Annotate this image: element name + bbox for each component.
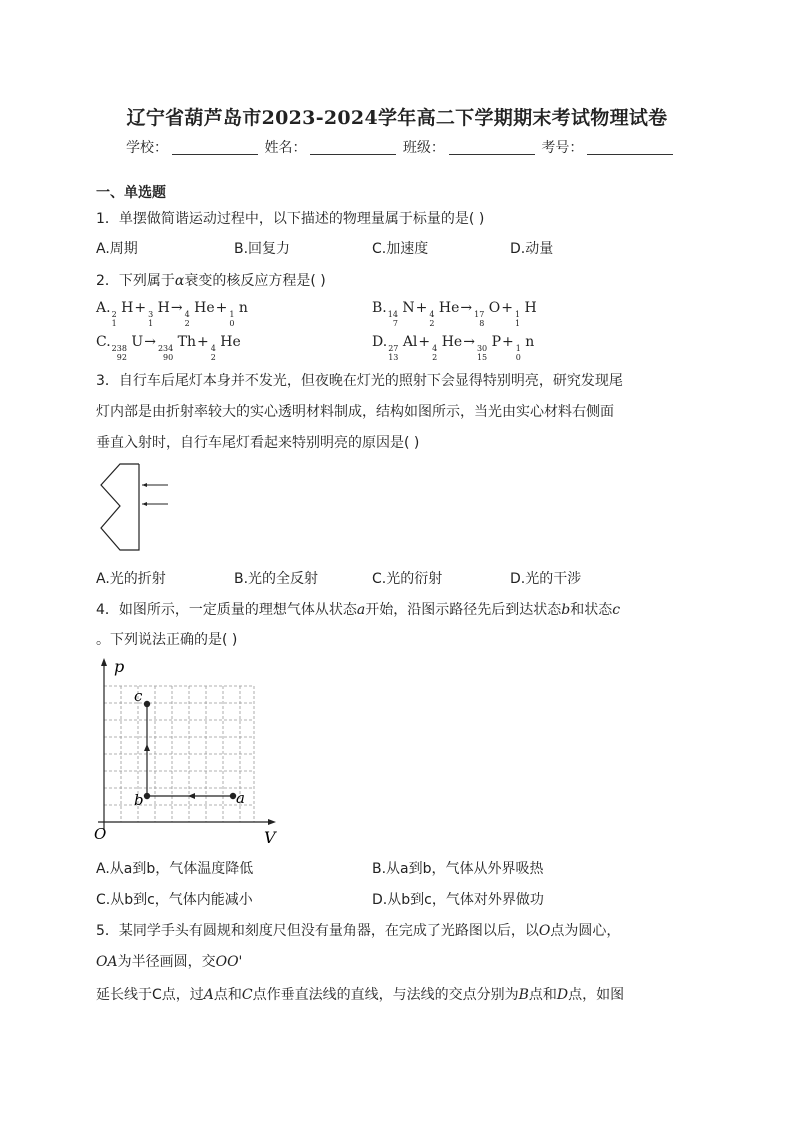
nuclide <box>388 334 417 362</box>
element-symbol: P <box>487 334 501 350</box>
mass-number: 238 <box>111 344 127 353</box>
element-symbol: H <box>520 300 537 316</box>
q5-var: C <box>241 987 253 1003</box>
student-info-row <box>126 137 675 157</box>
q1-option-c[interactable]: C.加速度 <box>372 241 429 257</box>
q5-text: 点和 <box>213 987 242 1003</box>
q4-text: 4．如图所示，一定质量的理想气体从状态 <box>96 602 357 618</box>
element-symbol: H <box>116 300 134 316</box>
nuclide <box>515 300 537 328</box>
atomic-number: 8 <box>479 319 485 328</box>
nuclide <box>158 334 196 362</box>
tail-light-outline <box>101 464 139 550</box>
atomic-number: 1 <box>148 319 154 328</box>
nuclide-numbers <box>112 344 127 362</box>
mass-number: 4 <box>210 344 216 353</box>
q5-text: 点为圆心， <box>550 923 621 939</box>
q4-option-d[interactable]: D.从b到c，气体对外界做功 <box>372 892 544 908</box>
state-c-point <box>144 701 150 707</box>
p-axis-label: p <box>114 657 125 676</box>
q3-line-1: 3．自行车后尾灯本身并不发光，但夜晚在灯光的照射下会显得特别明亮，研究发现尾 <box>96 373 623 389</box>
q4-text: 开始，沿图示路径先后到达状态 <box>365 602 562 618</box>
q2-equation-b <box>387 300 537 328</box>
class-label: 班级： <box>402 140 445 156</box>
q5-line-2 <box>96 951 242 971</box>
arrow-head-icon <box>142 483 147 487</box>
q3-option-a[interactable]: A.光的折射 <box>96 571 166 587</box>
element-symbol: n <box>520 334 535 350</box>
arrow-head-icon <box>142 502 147 506</box>
q2-alpha: α <box>174 273 185 289</box>
state-b-point <box>144 793 150 799</box>
nuclide <box>388 300 415 328</box>
q5-var: D <box>556 987 569 1003</box>
atomic-number: 13 <box>388 353 399 362</box>
section-heading: 一、单选题 <box>96 185 166 201</box>
plus-sign: + <box>501 300 514 316</box>
q5-var: B <box>518 987 529 1003</box>
arrow-icon: → <box>170 300 183 316</box>
atomic-number: 0 <box>229 319 235 328</box>
q1-option-a[interactable]: A.周期 <box>96 241 138 257</box>
q4-var-c: c <box>612 602 621 618</box>
mass-number: 4 <box>432 344 438 353</box>
q4-var-b: b <box>561 602 571 618</box>
q5-text: 点，如图 <box>568 987 625 1003</box>
element-symbol: N <box>397 300 415 316</box>
plus-sign: + <box>415 300 428 316</box>
atomic-number: 0 <box>515 353 521 362</box>
grid <box>104 686 254 822</box>
arrow-head-icon <box>101 658 107 666</box>
mass-number: 234 <box>157 344 174 353</box>
q1-option-b[interactable]: B.回复力 <box>234 241 291 257</box>
q1-option-d[interactable]: D.动量 <box>510 241 554 257</box>
element-symbol: He <box>189 300 215 316</box>
arrow-head-icon <box>144 744 150 751</box>
q5-text: 点和 <box>528 987 557 1003</box>
atomic-number: 1 <box>515 319 521 328</box>
q2-option-b[interactable] <box>372 300 537 328</box>
point-a-label: a <box>236 789 245 807</box>
q3-line-3: 垂直入射时，自行车尾灯看起来特别明亮的原因是( ) <box>96 435 420 451</box>
point-b-label: b <box>134 791 144 809</box>
q2-option-c[interactable] <box>96 334 241 362</box>
q5-text: 为半径画圆，交 <box>117 954 216 970</box>
q4-line-2: 。下列说法正确的是( ) <box>96 632 238 648</box>
q5-var: A <box>203 987 214 1003</box>
atomic-number: 2 <box>432 353 438 362</box>
element-symbol: H <box>153 300 170 316</box>
option-label: B. <box>372 300 387 316</box>
nuclide <box>148 300 170 328</box>
nuclide <box>432 334 462 362</box>
nuclide-numbers <box>158 344 173 362</box>
atomic-number: 15 <box>476 353 488 362</box>
nuclide <box>185 300 215 328</box>
nuclide-numbers <box>388 344 398 362</box>
element-symbol: U <box>126 334 144 350</box>
origin-label: O <box>94 825 107 843</box>
nuclide-numbers <box>474 310 484 328</box>
nuclide-numbers <box>388 310 398 328</box>
mass-number: 4 <box>429 310 435 319</box>
q2-stem-text: 2．下列属于 <box>96 273 175 289</box>
mass-number: 1 <box>515 310 521 319</box>
mass-number: 4 <box>184 310 190 319</box>
arrow-head-icon <box>268 819 276 825</box>
v-axis-label: V <box>264 828 276 847</box>
q3-option-d[interactable]: D.光的干涉 <box>510 571 582 587</box>
element-symbol: Al <box>398 334 418 350</box>
q5-var: OO' <box>215 954 243 970</box>
atomic-number: 90 <box>163 353 174 362</box>
q5-line-3 <box>96 984 624 1004</box>
id-blank[interactable] <box>587 140 673 155</box>
q4-var-a: a <box>356 602 366 618</box>
q2-option-d[interactable] <box>372 334 534 362</box>
nuclide <box>211 334 241 362</box>
q4-option-a[interactable]: A.从a到b，气体温度降低 <box>96 861 254 877</box>
mass-number: 17 <box>474 310 485 319</box>
q3-option-b[interactable]: B.光的全反射 <box>234 571 319 587</box>
atomic-number: 2 <box>429 319 435 328</box>
plus-sign: + <box>502 334 514 350</box>
q4-option-b[interactable]: B.从a到b，气体从外界吸热 <box>372 861 544 877</box>
q4-line-1 <box>96 599 620 619</box>
atomic-number: 2 <box>210 353 216 362</box>
page-title: 辽宁省葫芦岛市2023-2024学年高二下学期期末考试物理试卷 <box>126 107 668 129</box>
plus-sign: + <box>418 334 431 350</box>
q1-stem: 1．单摆做简谐运动过程中，以下描述的物理量属于标量的是( ) <box>96 211 485 227</box>
q3-option-c[interactable]: C.光的衍射 <box>372 571 443 587</box>
nuclide <box>229 300 248 328</box>
mass-number: 3 <box>148 310 154 319</box>
id-label: 考号： <box>541 140 584 156</box>
element-symbol: He <box>215 334 241 350</box>
name-label: 姓名： <box>264 140 307 156</box>
q5-line-1 <box>96 920 620 940</box>
nuclide <box>474 300 500 328</box>
element-symbol: O <box>484 300 501 316</box>
atomic-number: 92 <box>116 353 127 362</box>
atomic-number: 1 <box>111 319 117 328</box>
atomic-number: 7 <box>392 319 398 328</box>
class-blank[interactable] <box>449 140 535 155</box>
q2-equation-c <box>111 334 241 362</box>
nuclide <box>112 300 134 328</box>
plus-sign: + <box>197 334 209 350</box>
pv-graph <box>92 652 292 848</box>
name-blank[interactable] <box>310 140 396 155</box>
option-label: C. <box>96 334 111 350</box>
nuclide-numbers <box>477 344 487 362</box>
arrow-icon: → <box>144 334 156 350</box>
plus-sign: + <box>215 300 228 316</box>
school-label: 学校： <box>126 140 168 156</box>
q5-text: 点作垂直法线的直线，与法线的交点分别为 <box>252 987 519 1003</box>
q2-stem-text-2: 衰变的核反应方程是( ) <box>184 273 326 289</box>
option-label: A. <box>96 300 111 316</box>
mass-number: 30 <box>476 344 488 353</box>
q2-option-a[interactable] <box>96 300 248 328</box>
option-label: D. <box>372 334 388 350</box>
tail-light-figure <box>96 458 176 558</box>
mass-number: 27 <box>388 344 399 353</box>
mass-number: 14 <box>387 310 398 319</box>
q2-equation-a <box>111 300 248 328</box>
atomic-number: 2 <box>184 319 190 328</box>
school-blank[interactable] <box>172 140 258 155</box>
q2-equation-d <box>387 334 535 362</box>
q5-text: 延长线于C点，过 <box>96 987 204 1003</box>
element-symbol: Th <box>173 334 197 350</box>
q3-line-2: 灯内部是由折射率较大的实心透明材料制成，结构如图所示，当光由实心材料右侧面 <box>96 404 614 420</box>
element-symbol: n <box>234 300 248 316</box>
arrow-icon: → <box>460 300 473 316</box>
q4-text: 和状态 <box>570 602 613 618</box>
mass-number: 1 <box>229 310 235 319</box>
mass-number: 2 <box>111 310 117 319</box>
nuclide <box>516 334 535 362</box>
nuclide <box>112 334 144 362</box>
q5-text: 5．某同学手头有圆规和刻度尺但没有量角器，在完成了光路图以后，以 <box>96 923 539 939</box>
element-symbol: He <box>434 300 460 316</box>
mass-number: 1 <box>515 344 521 353</box>
nuclide <box>477 334 501 362</box>
q2-stem <box>96 270 326 290</box>
arrow-icon: → <box>463 334 475 350</box>
plus-sign: + <box>134 300 147 316</box>
q5-var: OA <box>96 954 118 970</box>
q4-option-c[interactable]: C.从b到c，气体内能减小 <box>96 892 253 908</box>
point-c-label: c <box>134 687 143 705</box>
element-symbol: He <box>437 334 463 350</box>
q5-var: O <box>538 923 551 939</box>
nuclide <box>429 300 459 328</box>
